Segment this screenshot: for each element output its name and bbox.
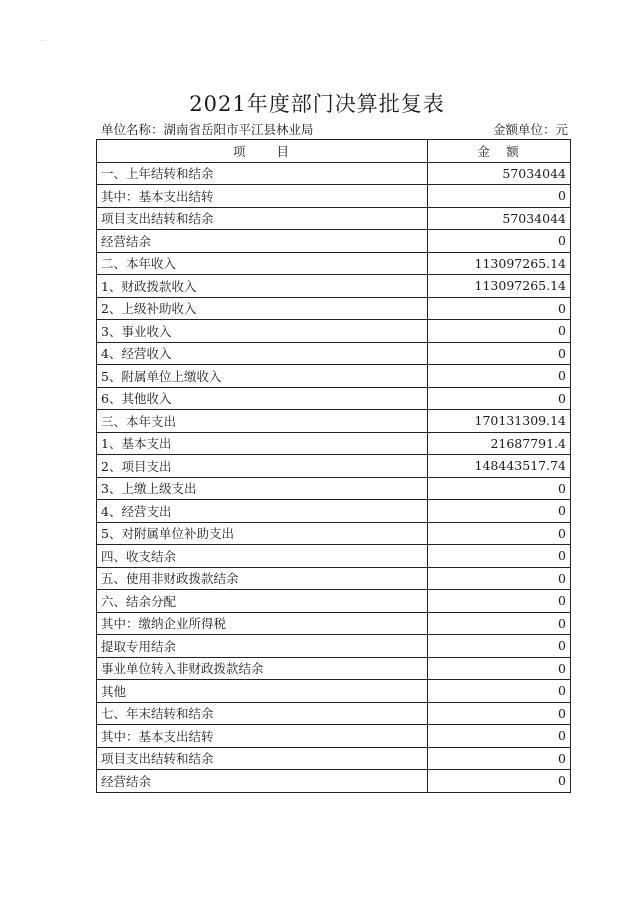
row-amount: 0 (428, 230, 571, 253)
row-amount: 113097265.14 (428, 275, 571, 298)
table-row (97, 702, 571, 725)
scan-speck: · · (40, 38, 46, 45)
budget-approval-table (96, 139, 571, 793)
table-row (97, 410, 571, 433)
row-amount: 57034044 (428, 162, 571, 185)
row-amount: 57034044 (428, 207, 571, 230)
row-label: 三、本年支出 (97, 410, 428, 433)
row-amount: 0 (428, 725, 571, 748)
row-label: 6、其他收入 (97, 387, 428, 410)
table-row (97, 455, 571, 478)
table-row (97, 477, 571, 500)
row-amount: 170131309.14 (428, 410, 571, 433)
row-amount: 0 (428, 500, 571, 523)
table-row (97, 612, 571, 635)
row-amount: 0 (428, 365, 571, 388)
row-amount: 0 (428, 320, 571, 343)
row-amount: 113097265.14 (428, 252, 571, 275)
table-row (97, 770, 571, 793)
table-row (97, 275, 571, 298)
row-label: 2、上级补助收入 (97, 297, 428, 320)
row-amount: 0 (428, 567, 571, 590)
row-label: 五、使用非财政拨款结余 (97, 567, 428, 590)
table-row (97, 185, 571, 208)
page-title: 2021年度部门决算批复表 (189, 92, 445, 116)
table-header-row (97, 140, 571, 163)
table-row (97, 387, 571, 410)
table-row (97, 522, 571, 545)
row-amount: 0 (428, 657, 571, 680)
table-row (97, 252, 571, 275)
row-label: 六、结余分配 (97, 590, 428, 613)
row-label: 提取专用结余 (97, 635, 428, 658)
row-label: 其中：缴纳企业所得税 (97, 612, 428, 635)
row-amount: 0 (428, 747, 571, 770)
header-item: 项 目 (97, 140, 428, 163)
row-label: 四、收支结余 (97, 545, 428, 568)
row-amount: 0 (428, 477, 571, 500)
row-label: 项目支出结转和结余 (97, 747, 428, 770)
row-label: 事业单位转入非财政拨款结余 (97, 657, 428, 680)
row-label: 1、财政拨款收入 (97, 275, 428, 298)
row-amount: 0 (428, 545, 571, 568)
table-row (97, 680, 571, 703)
table-row (97, 747, 571, 770)
row-label: 其中：基本支出结转 (97, 725, 428, 748)
row-label: 4、经营支出 (97, 500, 428, 523)
row-label: 其他 (97, 680, 428, 703)
row-amount: 0 (428, 387, 571, 410)
row-label: 经营结余 (97, 230, 428, 253)
row-amount: 0 (428, 635, 571, 658)
table-row (97, 635, 571, 658)
unit-name-label: 单位名称：湖南省岳阳市平江县林业局 (101, 122, 314, 137)
row-label: 其中：基本支出结转 (97, 185, 428, 208)
row-amount: 0 (428, 297, 571, 320)
table-row (97, 545, 571, 568)
row-label: 3、上缴上级支出 (97, 477, 428, 500)
table-row (97, 432, 571, 455)
row-amount: 148443517.74 (428, 455, 571, 478)
row-label: 2、项目支出 (97, 455, 428, 478)
table-row (97, 567, 571, 590)
row-amount: 0 (428, 612, 571, 635)
row-amount: 0 (428, 522, 571, 545)
row-label: 4、经营收入 (97, 342, 428, 365)
row-label: 二、本年收入 (97, 252, 428, 275)
row-label: 1、基本支出 (97, 432, 428, 455)
table-row (97, 320, 571, 343)
row-amount: 0 (428, 770, 571, 793)
row-label: 项目支出结转和结余 (97, 207, 428, 230)
row-label: 5、对附属单位补助支出 (97, 522, 428, 545)
row-label: 经营结余 (97, 770, 428, 793)
currency-unit-label: 金额单位：元 (492, 122, 568, 137)
table-row (97, 207, 571, 230)
row-amount: 0 (428, 185, 571, 208)
table-row (97, 365, 571, 388)
table-row (97, 297, 571, 320)
row-label: 5、附属单位上缴收入 (97, 365, 428, 388)
table-row (97, 230, 571, 253)
table-row (97, 500, 571, 523)
header-amount: 金 额 (428, 140, 571, 163)
table-row (97, 590, 571, 613)
table-row (97, 162, 571, 185)
row-amount: 0 (428, 342, 571, 365)
row-amount: 0 (428, 590, 571, 613)
table-row (97, 657, 571, 680)
row-label: 七、年末结转和结余 (97, 702, 428, 725)
row-amount: 21687791.4 (428, 432, 571, 455)
row-amount: 0 (428, 680, 571, 703)
table-row (97, 342, 571, 365)
table-row (97, 725, 571, 748)
row-amount: 0 (428, 702, 571, 725)
row-label: 3、事业收入 (97, 320, 428, 343)
row-label: 一、上年结转和结余 (97, 162, 428, 185)
table-body (97, 162, 571, 792)
